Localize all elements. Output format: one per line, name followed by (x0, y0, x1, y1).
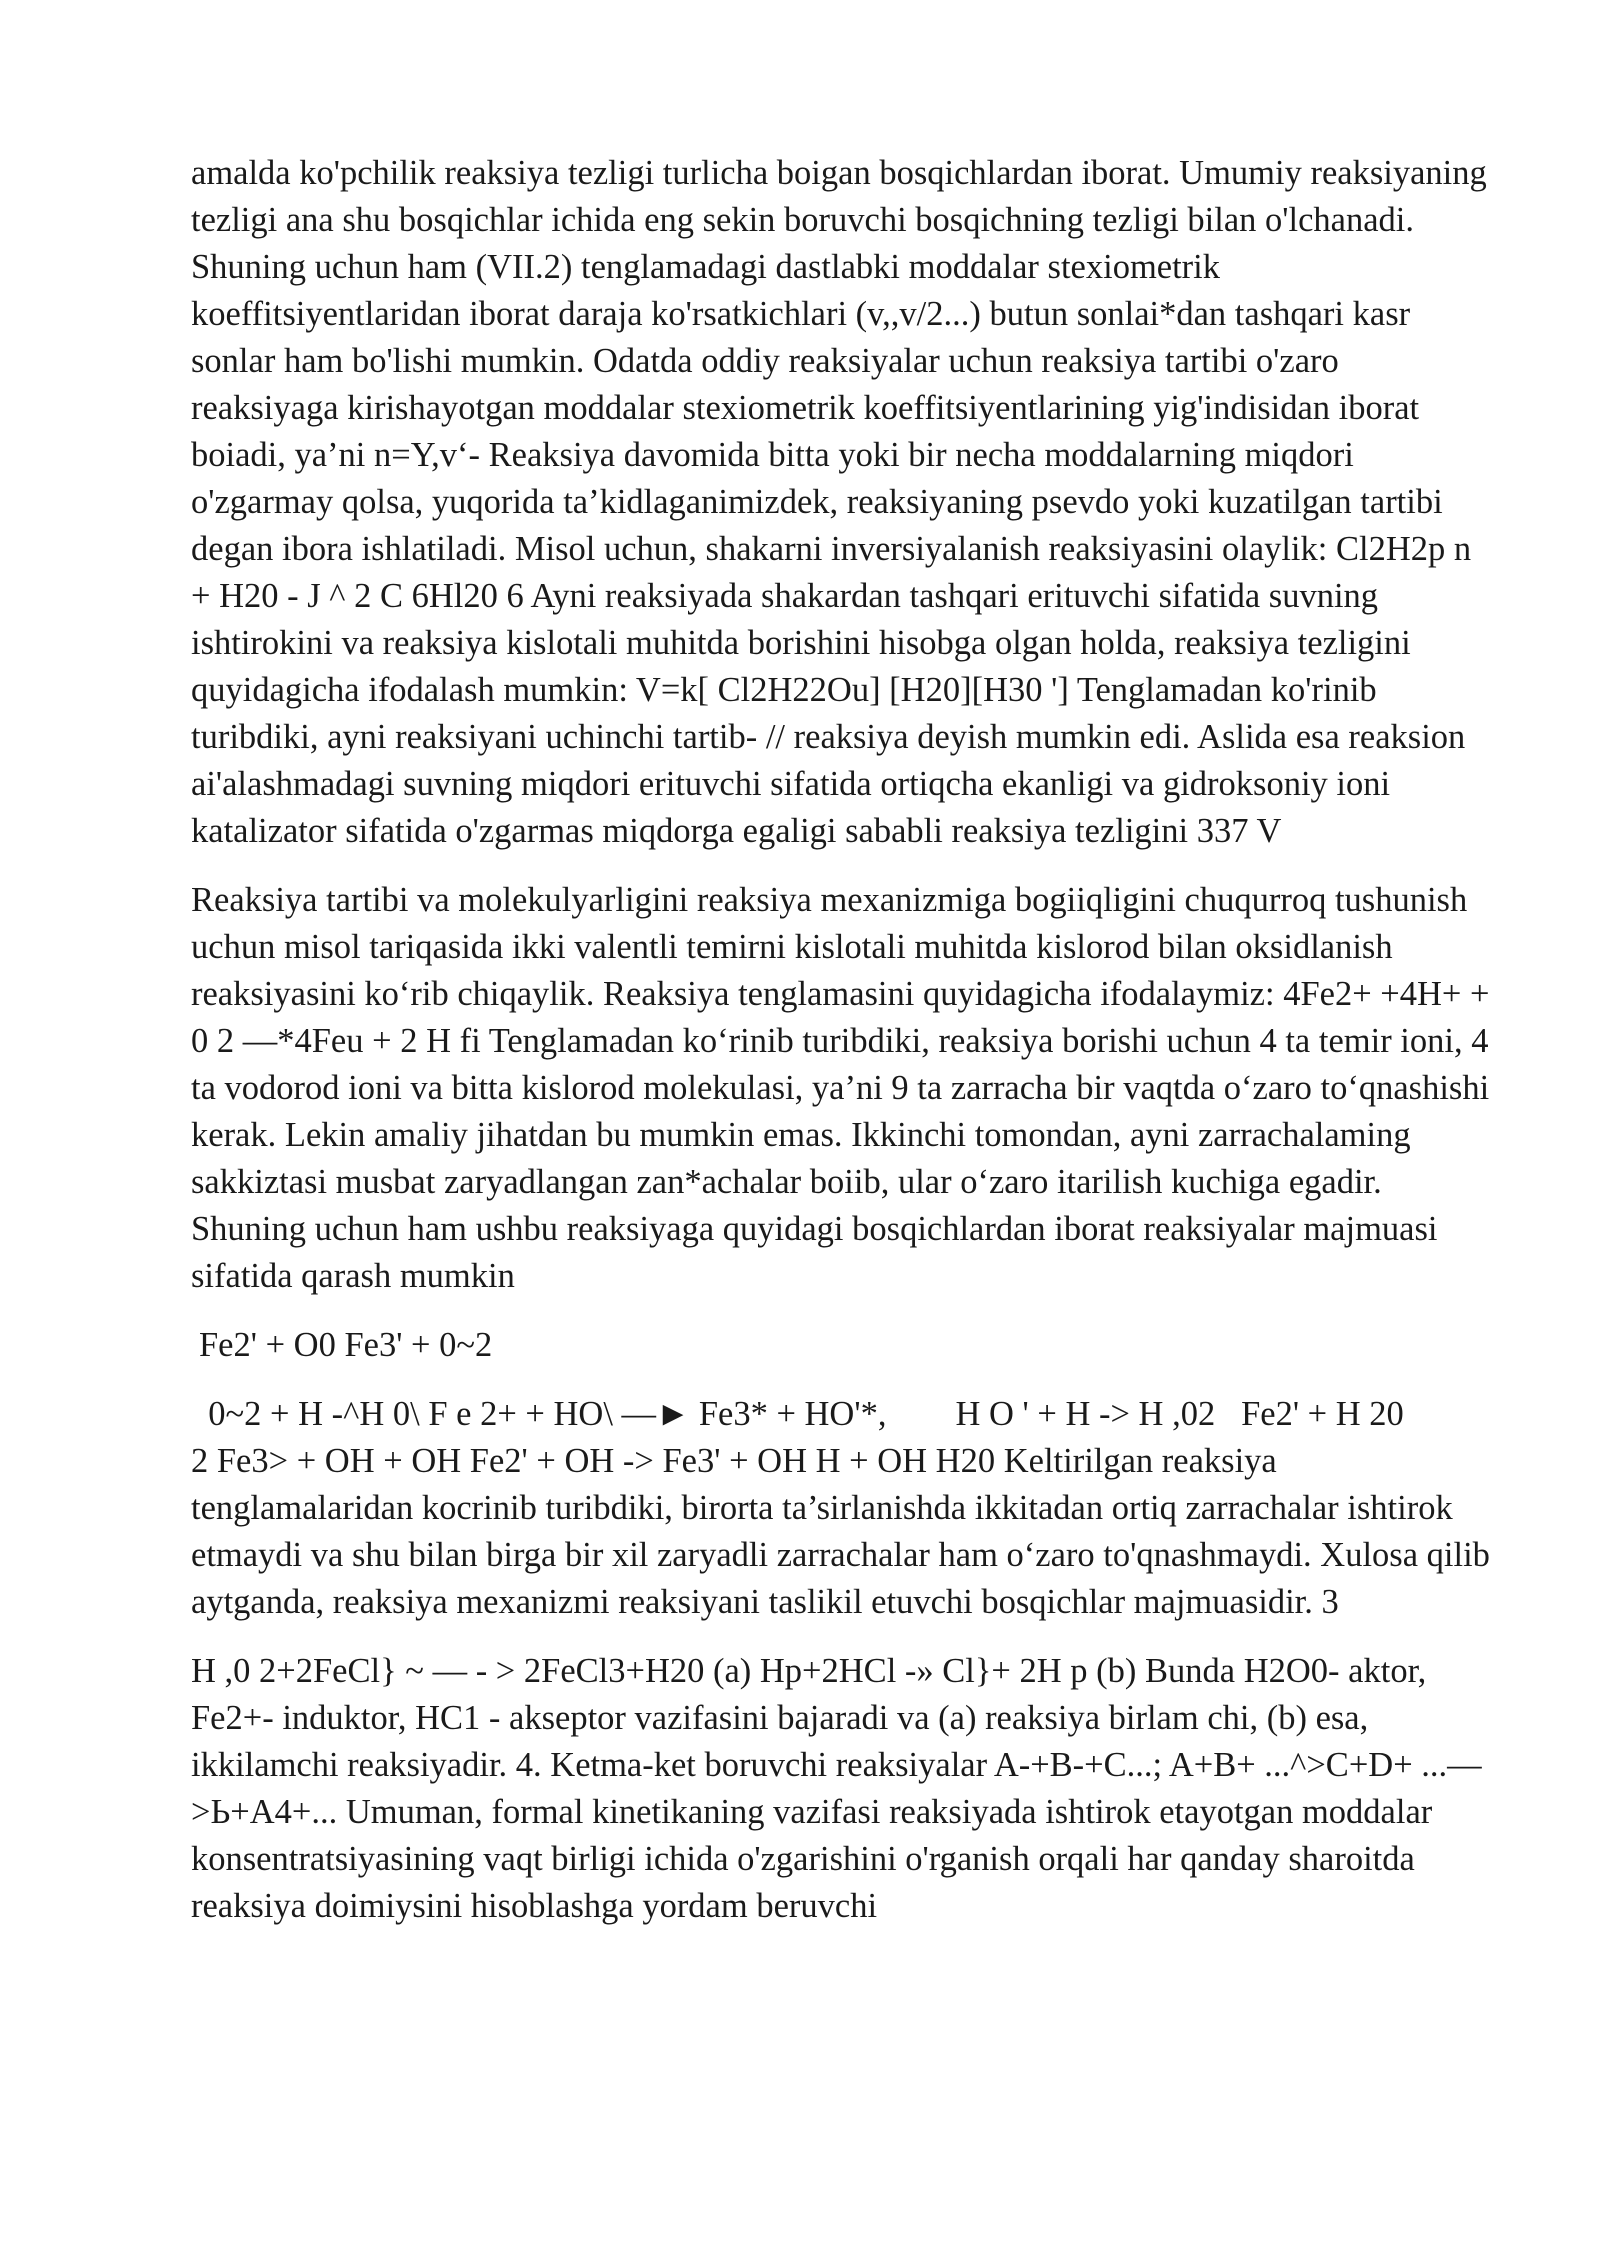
paragraph-reaction-mechanism: Reaksiya tartibi va molekulyarligini reaksiya mexanizmiga bogiiqligini chuqurroq tushunish uchun misol tariqasida ikki valentli temirni kislotali muhitda kislorod bilan oksidlanish reaksiyasini ko‘rib chiqaylik. Reaksiya tenglamasini quyidagicha ifodalaymiz: 4Fe2+ +4H+ + 0 2 —*4Feu + 2 H fi Tenglamadan ko‘rinib turibdiki, reaksiya borishi uchun 4 ta temir ioni, 4 ta vodorod ioni va bitta kislorod molekulasi, ya’ni 9 ta zarracha bir vaqtda o‘zaro to‘qnashishi kerak. Lekin amaliy jihatdan bu mumkin emas. Ikkinchi tomondan, ayni zarrachalaming sakkiztasi musbat zaryadlangan zan*achalar boiib, ular o‘zaro itarilish kuchiga egadir. Shuning uchun ham ushbu reaksiyaga quyidagi bosqichlardan iborat reaksiyalar majmuasi sifatida qarash mumkin (191, 881, 1490, 1295)
equation-line: Fe2' + O0 Fe3' + 0~2 (199, 1326, 493, 1364)
paragraph-reaction-order: amalda ko'pchilik reaksiya tezligi turlicha boigan bosqichlardan iborat. Umumiy reaksiyaning tezligi ana shu bosqichlar ichida eng sekin boruvchi bosqichning tezligi bilan o'lchanadi. Shuning uchun ham (VII.2) tenglamadagi dastlabki moddalar stexiometrik koeffitsiyentlaridan iborat daraja ko'rsatkichlari (v,,v/2...) butun sonlai*dan tashqari kasr sonlar ham bo'lishi mumkin. Odatda oddiy reaksiyalar uchun reaksiya tartibi o'zaro reaksiyaga kirishayotgan moddalar stexiometrik koeffitsiyentlarining yig'indisidan iborat boiadi, ya’ni n=Y,v‘- Reaksiya davomida bitta yoki bir necha moddalarning miqdori o'zgarmay qolsa, yuqorida ta’kidlaganimizdek, reaksiyaning psevdo yoki kuzatilgan tartibi degan ibora ishlatiladi. Misol uchun, shakarni inversiyalanish reaksiyasini olaylik: Cl2H2p n + H20 - J ^ 2 C 6Hl20 6 Ayni reaksiyada shakardan tashqari erituvchi sifatida suvning ishtirokini va reaksiya kislotali muhitda borishini hisobga olgan holda, reaksiya tezligini quyidagicha ifodalash mumkin: V=k[ Cl2H22Ou] [H20][H30 '] Tenglamadan ko'rinib turibdiki, ayni reaksiyani uchinchi tartib- // reaksiya deyish mumkin edi. Aslida esa reaksion ai'alashmadagi suvning miqdori erituvchi sifatida ortiqcha ekanligi va gidroksoniy ioni katalizator sifatida o'zgarmas miqdorga egaligi sababli reaksiya tezligini 337 V (191, 154, 1487, 850)
paragraph-reaction-steps: 0~2 + H -^H 0\ F e 2+ + HO\ —► Fe3* + HO'*, H O ' + H -> H ,02 Fe2' + H 20 2 Fe3> + OH + OH Fe2' + OH -> Fe3' + OH H + OH H20 Keltirilgan reaksiya tenglamalaridan kocrinib turibdiki, birorta ta’sirlanishda ikkitadan ortiq zarrachalar ishtirok etmaydi va shu bilan birga bir xil zaryadli zarrachalar ham o‘zaro to'qnashmaydi. Xulosa qilib aytganda, reaksiya mexanizmi reaksiyani taslikil etuvchi bosqichlar majmuasidir. 3 (191, 1395, 1499, 1621)
paragraph-induced-reactions: H ,0 2+2FeCl} ~ — - > 2FeCl3+H20 (a) Hp+2HCl -» Cl}+ 2H p (b) Bunda H2O0- aktor, Fe2+- induktor, HC1 - akseptor vazifasini bajaradi va (a) reaksiya birlam chi, (b) esa, ikkilamchi reaksiyadir. 4. Ketma-ket boruvchi reaksiyalar A-+B-+C...; A+B+ ...^>C+D+ ...—>Ь+A4+... Umuman, formal kinetikaning vazifasi reaksiyada ishtirok etayotgan moddalar konsentratsiyasining vaqt birligi ichida o'zgarishini o'rganish orqali har qanday sharoitda reaksiya doimiysini hisoblashga yordam beruvchi (191, 1652, 1482, 1925)
document-body (191, 150, 1499, 1952)
